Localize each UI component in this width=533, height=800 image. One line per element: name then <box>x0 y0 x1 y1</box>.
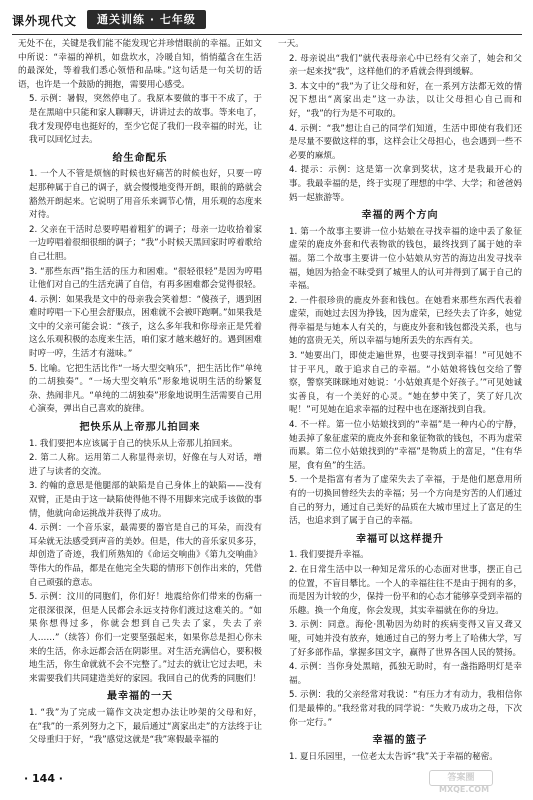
answer-item: 2. 在日常生活中以一种知足常乐的心态面对世事，摆正自己的位置，不盲目攀比。一个人的幸福往往不是由于拥有的多，而是因为计较的少，保持一份平和的心态才能够享受到幸福的乐趣。换一个角度，你会发现，其实幸福就在你的身边。 <box>289 564 522 616</box>
answer-item: 4. 示例：当你身处黑暗，孤独无助时，有一盏指路明灯是幸福。 <box>289 662 522 686</box>
watermark-url: MXQE.COM <box>439 785 490 794</box>
section-title: 幸福可以这样提升 <box>356 533 444 545</box>
answer-item: 3. “她要出门，即使走遍世界，也要寻找到幸福！”可见她不甘于平凡，敢于追求自己的幸福。“小姑娘将钱包交给了警察，警察笑眯眯地对她说：‘小姑娘真是个好孩子。’”可见她诚实善良，有一个美好的心灵。“她在梦中笑了，笑了好几次呢！”可见她在追求幸福的过程中也在逐渐找到自我。 <box>289 351 522 416</box>
header-grade-badge: 通关训练 · 七年级 <box>87 10 206 29</box>
answer-item: 3. “那些东西”指生活的压力和困难。“很轻很轻”是因为哼唱让他们对自己的生活充满了自信，有再多困难都会觉得很轻。 <box>29 266 262 291</box>
answer-item: 4. 示例：一个音乐家，最需要的器官是自己的耳朵，而没有耳朵就无法感受到声音的美妙。但是，伟大的音乐家贝多芬，却创造了奇迹，我们所熟知的《命运交响曲》《第九交响曲》等伟大的作品，都是在他完全失聪的情形下创作出来的，凭借自己顽强的意志。 <box>29 523 262 588</box>
answer-item: 3. 约翰的意思是他腿部的缺陷是自己身体上的缺陷——没有双臂，正是由于这一缺陷使得他不得不用脚来完成手该做的事情，他就向命运挑战并获得了成功。 <box>29 481 262 519</box>
right-column <box>278 38 522 765</box>
intro-paragraph: 无处不在，关键是我们能不能发现它并珍惜眼前的幸福。正如文中所说：“幸福的禅机，如盘坎水，冷暖自知，悄悄蕴含在生活的最深处，等着我们悉心领悟和品味。”这句话是一句关切的话语，也许是一个鼓励的拥抱，需要用心感受。 <box>18 39 262 90</box>
section-title: 给生命配乐 <box>112 152 168 164</box>
continued-text: 一天。 <box>278 39 304 49</box>
answer-item: 1. “我”为了完成一篇作文决定想办法让吵架的父母和好，在“我”的一系列努力之下，最后通过“离家出走”的方法终于让父母重归于好，“我”感觉这就是“我”寒假最幸福的 <box>29 707 262 746</box>
answer-item: 5. 示例：我的父亲经常对我说：“有压力才有动力，我相信你们是最棒的。”我经常对我的同学说：“失败乃成功之母，下次你一定行。” <box>289 690 522 728</box>
section-title: 把快乐从上帝那儿拍回来 <box>79 422 201 434</box>
answer-item: 4. 不一样。第一位小姑娘找到的“幸福”是一种内心的宁静，她丢掉了象征虚荣的鹿皮外套和象征物欲的钱包，不再为虚荣而累。第二位小姑娘找到的“幸福”是物质上的富足，“住有华屋，食有鱼”的生活。 <box>289 420 522 471</box>
answer-item: 2. 第二人称。运用第二人称显得亲切，好像在与人对话，增进了与读者的交流。 <box>29 453 262 477</box>
answer-item: 3. 本文中的“我”为了让父母和好，在一系列方法都无效的情况下想出“离家出走”这一办法，以让父母担心自己而和好，“我”的行为是不可取的。 <box>289 81 522 119</box>
watermark-logo <box>429 770 525 796</box>
answer-item: 1. 夏日乐园里，一位老太太告诉“我”关于幸福的秘密。 <box>289 751 498 762</box>
answer-item: 4. 示例：如果我是文中的母亲我会笑着想：“傻孩子，遇到困难时哼唱一下心里会舒服点，困难就不会被吓跑啊。”如果我是文中的父亲可能会说：“孩子，这么多年我和你母亲正是凭着这么乐观积极的态度来生活，咱们家才越来越好的。遇到困难时哼一哼，生活才有滋味。” <box>29 294 262 360</box>
answer-item: 5. 比喻。它把生活比作“一场大型交响乐”，把生活比作“单纯的二胡独奏”。“一场大型交响乐”形象地说明生活的纷繁复杂、热闹非凡。“单纯的二胡独奏”形象地说明生活需要自己用心演奏，弹出自己喜欢的旋律。 <box>29 363 262 415</box>
section-title: 幸福的两个方向 <box>361 210 439 222</box>
answer-item: 4. 提示：示例：这是第一次拿到奖状，这才是我最开心的事。我最幸福的是，终于实现了理想的中学、大学；和爸爸妈妈一起旅游等。 <box>289 165 522 203</box>
section-title: 最幸福的一天 <box>107 691 173 703</box>
answer-item: 2. 母亲说出“我们”就代表母亲心中已经有父亲了，她会和父亲一起来找“我”，这样他们的矛盾就会得到缓解。 <box>289 53 522 78</box>
answer-item: 1. 一个人不管是烦恼的时候也好痛苦的时候也好，只要一哼起那种属于自己的调子，就会慢慢地变得开朗，眼前的路就会豁然开朗起来。它说明了用音乐来调节心情，用乐观的态度来对待。 <box>29 169 262 221</box>
answer-item: 1. 我们要把本应该属于自己的快乐从上帝那儿拍回来。 <box>29 438 238 449</box>
section-title: 幸福的篮子 <box>372 735 428 747</box>
answer-item: 1. 第一个故事主要讲一位小姑娘在寻找幸福的途中丢了象征虚荣的鹿皮外套和代表物欲的钱包，最终找到了属于她的幸福。第二个故事主要讲一位小姑娘从穷苦的海边出发寻找幸福，她因为拾金不昧受到了城里人的认可并得到了属于自己的幸福。 <box>289 226 522 292</box>
answer-item: 3. 示例：同意。海伦·凯勒因为幼时的疾病变得又盲又聋又哑，可她并没有放弃，她通过自己的努力考上了哈佛大学，写了好多部作品，掌握多国文字，赢得了世界各国人民的赞扬。 <box>289 620 522 658</box>
answer-item: 4. 示例：“我”想让自己的同学们知道，生活中即使有我们还是尽量不要做这样的事，这样会让父母担心，也会遇到一些不必要的麻烦。 <box>289 123 522 161</box>
page-number: · 144 · <box>24 772 63 785</box>
left-column <box>18 38 262 749</box>
page-header <box>12 9 522 35</box>
header-series-title: 课外现代文 <box>12 14 78 28</box>
answer-item: 2. 父亲在干活时总要哼唱着粗犷的调子；母亲一边收拾着家一边哼唱着很细很细的调子；“我”小时候天黑回家时哼着歌给自己壮胆。 <box>29 224 262 262</box>
answer-item: 5. 示例：暑假，突然停电了。我原本要做的事干不成了，于是在黑暗中只能和家人聊聊天，讲讲过去的故事。等来电了，我才发现停电也挺好的，至少它促了我们一段幸福的时光，让我可以回忆过去。 <box>29 94 262 146</box>
answer-item: 1. 我们要提升幸福。 <box>289 550 369 561</box>
answer-item: 5. 示例：汶川的同胞们，你们好！地震给你们带来的伤痛一定很深很深，但是人民都会永远支持你们渡过这难关的。“如果你想得过多，你就会想到自己失去了家，失去了亲人……”（续答）你们一定要坚强起来，如果你总是担心你未来的生活，你永远都会活在阴影里。对生活充满信心，要积极地生活，你生命就就不会不完整了。”过去的就让它过去吧，未来需要我们共同建造美好的家园。我回自己的优秀的同胞们！ <box>29 592 262 684</box>
watermark-site: 答案圈 <box>429 770 493 786</box>
header-rule <box>12 34 522 35</box>
answer-item: 5. 一个是指富有者为了虚荣失去了幸福，于是他们愿意用所有的一切换回曾经失去的幸福；另一个方向是穷苦的人们通过自己的努力，通过自己美好的品质在大城市里过上了富足的生活，也追求到了属于自己的幸福。 <box>289 475 522 527</box>
answer-item: 2. 一件很珍贵的鹿皮外套和钱包。在她看来那些东西代表着虚荣，而她过去因为挣钱，因为虚荣，已经失去了许多，她觉得幸福是与她本人有关的，与鹿皮外套和钱包都没关系，也与她的富贵无关，所以幸福与她所丢失的东西有关。 <box>289 295 522 347</box>
